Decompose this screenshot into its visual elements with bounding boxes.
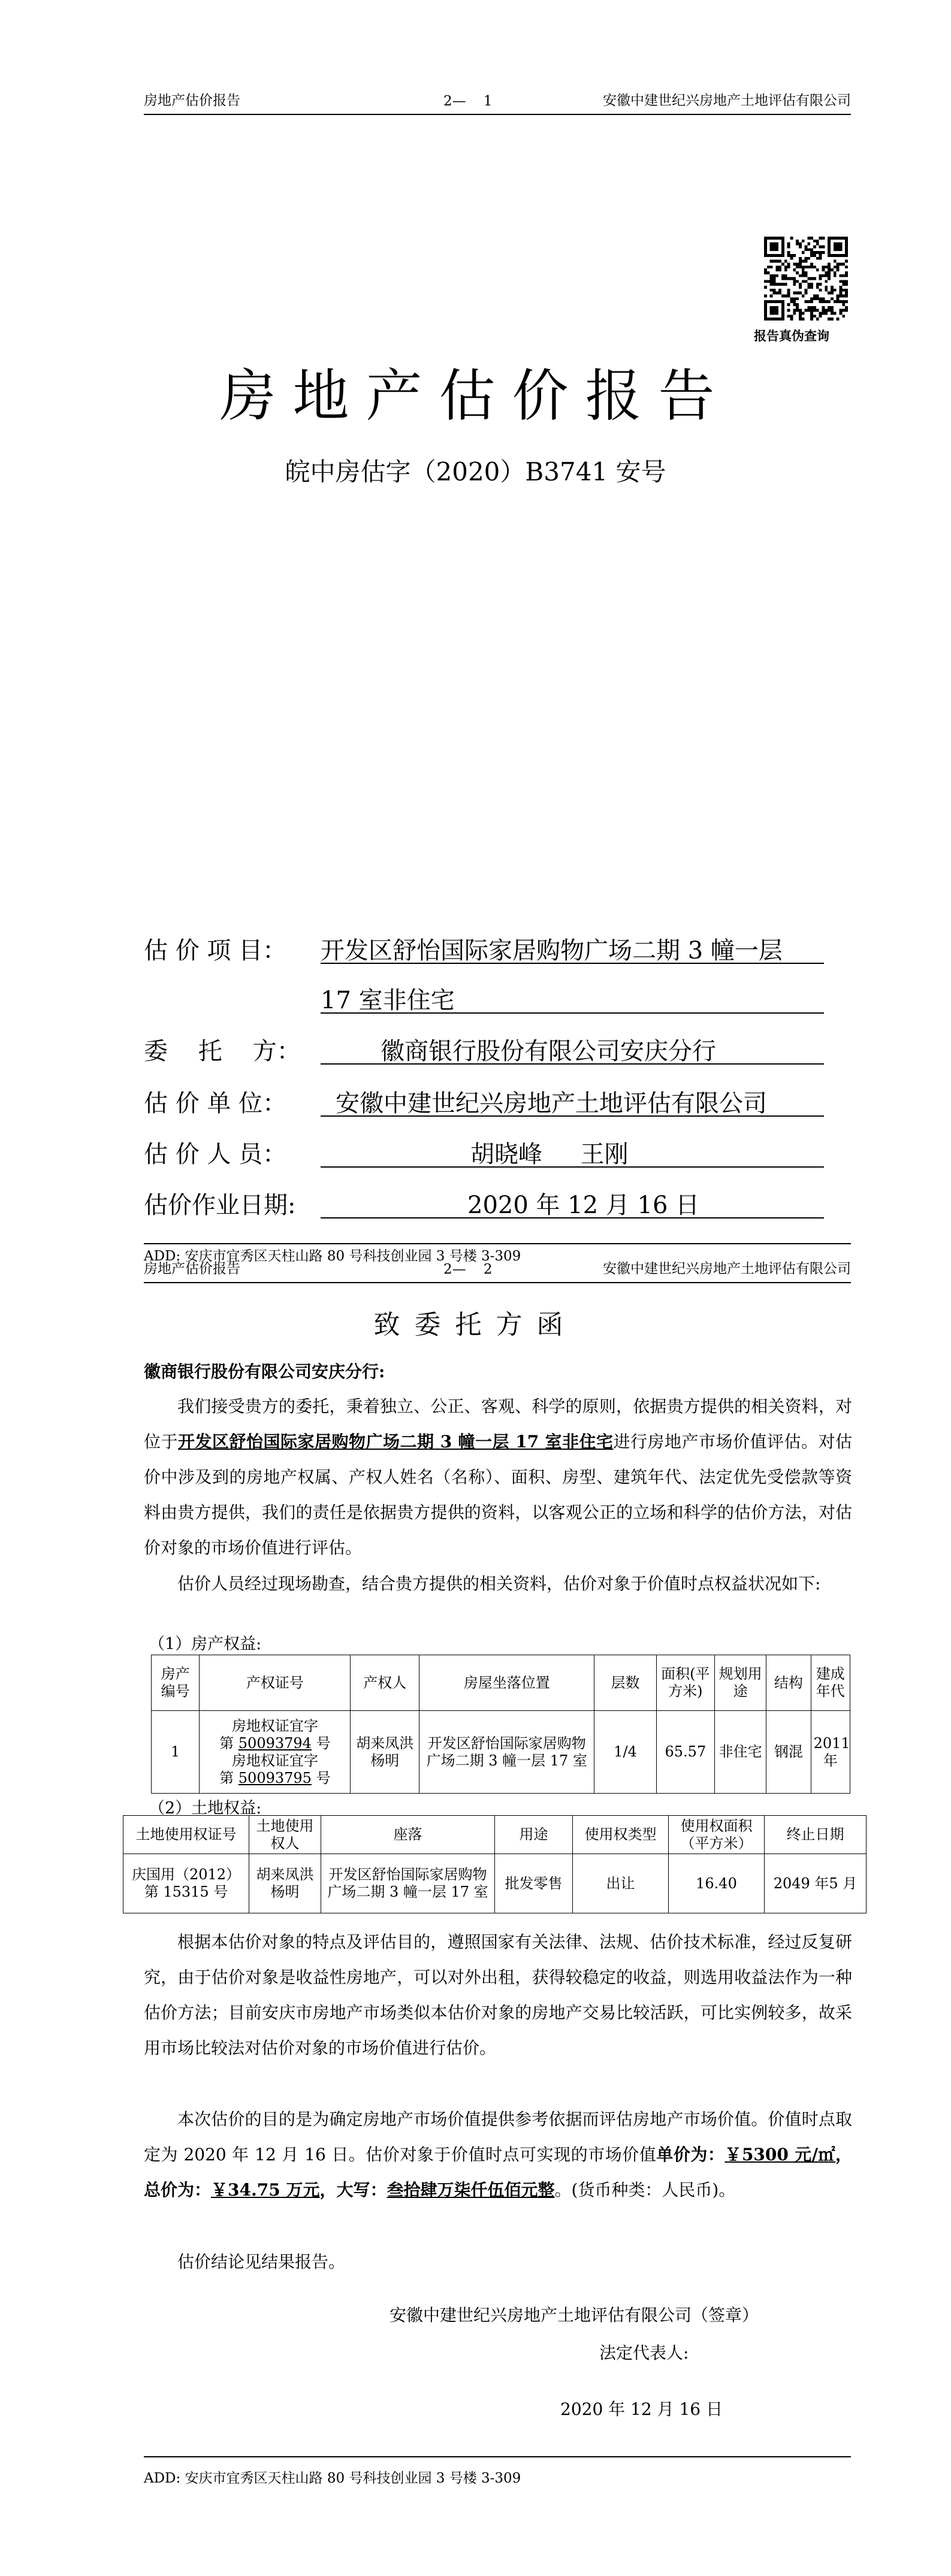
header-left: 房地产估价报告 <box>144 1261 240 1277</box>
land-owner: 胡来凤洪杨明 <box>249 1854 321 1913</box>
footer-rule <box>144 1243 851 1244</box>
col-header: 房屋坐落位置 <box>419 1655 594 1711</box>
paragraph-4: 本次估价的目的是为确定房地产市场价值提供参考依据而评估房地产市场价值。价值时点取定为 2020 年 12 月 16 日。估价对象于价值时点可实现的市场价值单价为：￥5300 元/㎡，总价为：￥34.75 万元，大写：叁拾肆万柒仟伍佰元整。(货币种类：人民币)。 <box>144 2109 852 2200</box>
signature-representative: 法定代表人: <box>599 2343 689 2363</box>
persons-underline <box>321 1166 824 1168</box>
col-header: 土地使用权证号 <box>123 1816 249 1854</box>
house-owner: 胡来凤洪杨明 <box>351 1711 419 1794</box>
paragraph-3: 根据本估价对象的特点及评估目的，遵照国家有关法律、法规、估价技术标准，经过反复研究，由于估价对象是收益性房地产，可以对外出租，获得较稳定的收益，则选用收益法作为一种估价方法；目前安庆市房地产市场类似本估价对象的房地产交易比较活跃，可比实例较多，故采用市场比较法对估价对象的市场价值进行估价。 <box>144 1932 852 2058</box>
land-cert: 庆国用（2012）第 15315 号 <box>123 1854 249 1913</box>
col-header: 使用权面积（平方米） <box>669 1816 765 1854</box>
addressee: 徽商银行股份有限公司安庆分行: <box>144 1362 385 1381</box>
house-year: 2011年 <box>811 1711 850 1794</box>
report-number: 皖中房估字（2020）B3741 安号 <box>285 457 666 486</box>
persons-value: 胡晓峰 王刚 <box>470 1141 629 1168</box>
col-header: 终止日期 <box>765 1816 867 1854</box>
paragraph-1: 我们接受贵方的委托，秉着独立、公正、客观、科学的原则，依据贵方提供的相关资料，对位于开发区舒怡国际家居购物广场二期 3 幢一层 17 室非住宅进行房地产市场价值评估。对估价中涉及到的房地产权属、产权人姓名（名称）、面积、房型、建筑年代、法定优先受偿款等资料由贵方提供，我们的责任是依据贵方提供的资料，以客观公正的立场和科学的估价方法，对估价对象的市场价值进行评估。 <box>144 1396 852 1558</box>
col-header: 面积(平方米) <box>656 1655 714 1711</box>
col-header: 层数 <box>594 1655 656 1711</box>
col-header: 规划用途 <box>715 1655 766 1711</box>
letter-page <box>0 1246 951 2576</box>
header-right: 安徽中建世纪兴房地产土地评估有限公司 <box>603 1261 851 1277</box>
project-underline-1 <box>321 963 824 964</box>
signature-company: 安徽中建世纪兴房地产土地评估有限公司（签章） <box>390 2305 759 2325</box>
house-cert: 房地权证宜字 第 50093794 号 房地权证宜字 第 50093795 号 <box>200 1711 351 1794</box>
project-value-line1: 开发区舒怡国际家居购物广场二期 3 幢一层 <box>321 937 783 965</box>
date-value: 2020 年 12 月 16 日 <box>467 1192 700 1219</box>
paragraph-2: 估价人员经过现场勘查，结合贵方提供的相关资料，估价对象于价值时点权益状况如下: <box>177 1574 821 1594</box>
page-header <box>144 90 851 115</box>
cover-footer-address: ADD: 安庆市宜秀区天柱山路 80 号科技创业园 3 号楼 3-309 <box>144 1248 521 1264</box>
cover-page <box>0 0 951 1246</box>
land-area: 16.40 <box>669 1854 765 1913</box>
report-title: 房地产估价报告 <box>219 364 732 429</box>
footer-rule <box>144 2456 851 2457</box>
land-use: 批发零售 <box>495 1854 573 1913</box>
unit-price-value: ￥5300 元/㎡ <box>724 2145 835 2164</box>
col-header: 土地使用权人 <box>249 1816 321 1854</box>
house-rights-table <box>151 1655 850 1794</box>
unit-value: 安徽中建世纪兴房地产土地评估有限公司 <box>336 1090 767 1117</box>
project-label: 估 价 项 目： <box>144 937 287 965</box>
unit-label: 估 价 单 位： <box>144 1090 287 1117</box>
header-right: 安徽中建世纪兴房地产土地评估有限公司 <box>603 93 851 108</box>
project-underline-2 <box>321 1012 824 1014</box>
col-header: 产权人 <box>351 1655 419 1711</box>
land-table-header-row <box>123 1816 867 1854</box>
house-location: 开发区舒怡国际家居购物广场二期 3 幢一层 17 室 <box>419 1711 594 1794</box>
paragraph-5: 估价结论见结果报告。 <box>177 2252 346 2272</box>
house-no: 1 <box>152 1711 200 1794</box>
col-header: 用途 <box>495 1816 573 1854</box>
persons-label: 估 价 人 员： <box>144 1141 287 1168</box>
col-header: 建成年代 <box>811 1655 850 1711</box>
land-type: 出让 <box>573 1854 669 1913</box>
header-left: 房地产估价报告 <box>144 93 240 108</box>
house-area: 65.57 <box>656 1711 714 1794</box>
table-row <box>152 1711 850 1794</box>
land-location: 开发区舒怡国际家居购物广场二期 3 幢一层 17 室 <box>321 1854 495 1913</box>
header-page-number: 2— 1 <box>443 93 493 109</box>
col-header: 使用权类型 <box>573 1816 669 1854</box>
client-value: 徽商银行股份有限公司安庆分行 <box>381 1038 716 1065</box>
col-header: 产权证号 <box>200 1655 351 1711</box>
house-structure: 钢混 <box>766 1711 811 1794</box>
date-label: 估价作业日期: <box>144 1192 296 1219</box>
house-floors: 1/4 <box>594 1711 656 1794</box>
table-row <box>123 1854 867 1913</box>
house-table-header-row <box>152 1655 850 1711</box>
land-rights-table <box>123 1815 867 1913</box>
footer-address: ADD: 安庆市宜秀区天柱山路 80 号科技创业园 3 号楼 3-309 <box>144 2471 521 2486</box>
house-use: 非住宅 <box>715 1711 766 1794</box>
signature-date: 2020 年 12 月 16 日 <box>560 2399 723 2419</box>
page-header <box>144 1258 851 1283</box>
land-end-date: 2049 年5 月 <box>765 1854 867 1913</box>
total-price-words: 叁拾肆万柒仟伍佰元整 <box>387 2180 555 2200</box>
land-rights-label: （2）土地权益: <box>149 1799 262 1818</box>
client-label: 委 托 方： <box>144 1038 301 1065</box>
qr-verify-label: 报告真伪查询 <box>754 328 829 343</box>
property-name: 开发区舒怡国际家居购物广场二期 3 幢一层 17 室非住宅 <box>178 1432 614 1452</box>
unit-price-label: 单价为： <box>656 2145 725 2164</box>
unit-underline <box>321 1115 824 1117</box>
col-header: 座落 <box>321 1816 495 1854</box>
col-header: 房产编号 <box>152 1655 200 1711</box>
date-underline <box>321 1217 824 1219</box>
client-underline <box>321 1063 824 1065</box>
total-price-value: ￥34.75 万元 <box>211 2180 320 2200</box>
project-value-line2: 17 室非住宅 <box>321 987 455 1014</box>
qr-code-icon[interactable] <box>764 237 848 321</box>
header-page-number: 2— 2 <box>443 1262 493 1277</box>
house-rights-label: （1）房产权益: <box>149 1635 262 1653</box>
col-header: 结构 <box>766 1655 811 1711</box>
letter-title: 致委托方函 <box>373 1310 578 1340</box>
